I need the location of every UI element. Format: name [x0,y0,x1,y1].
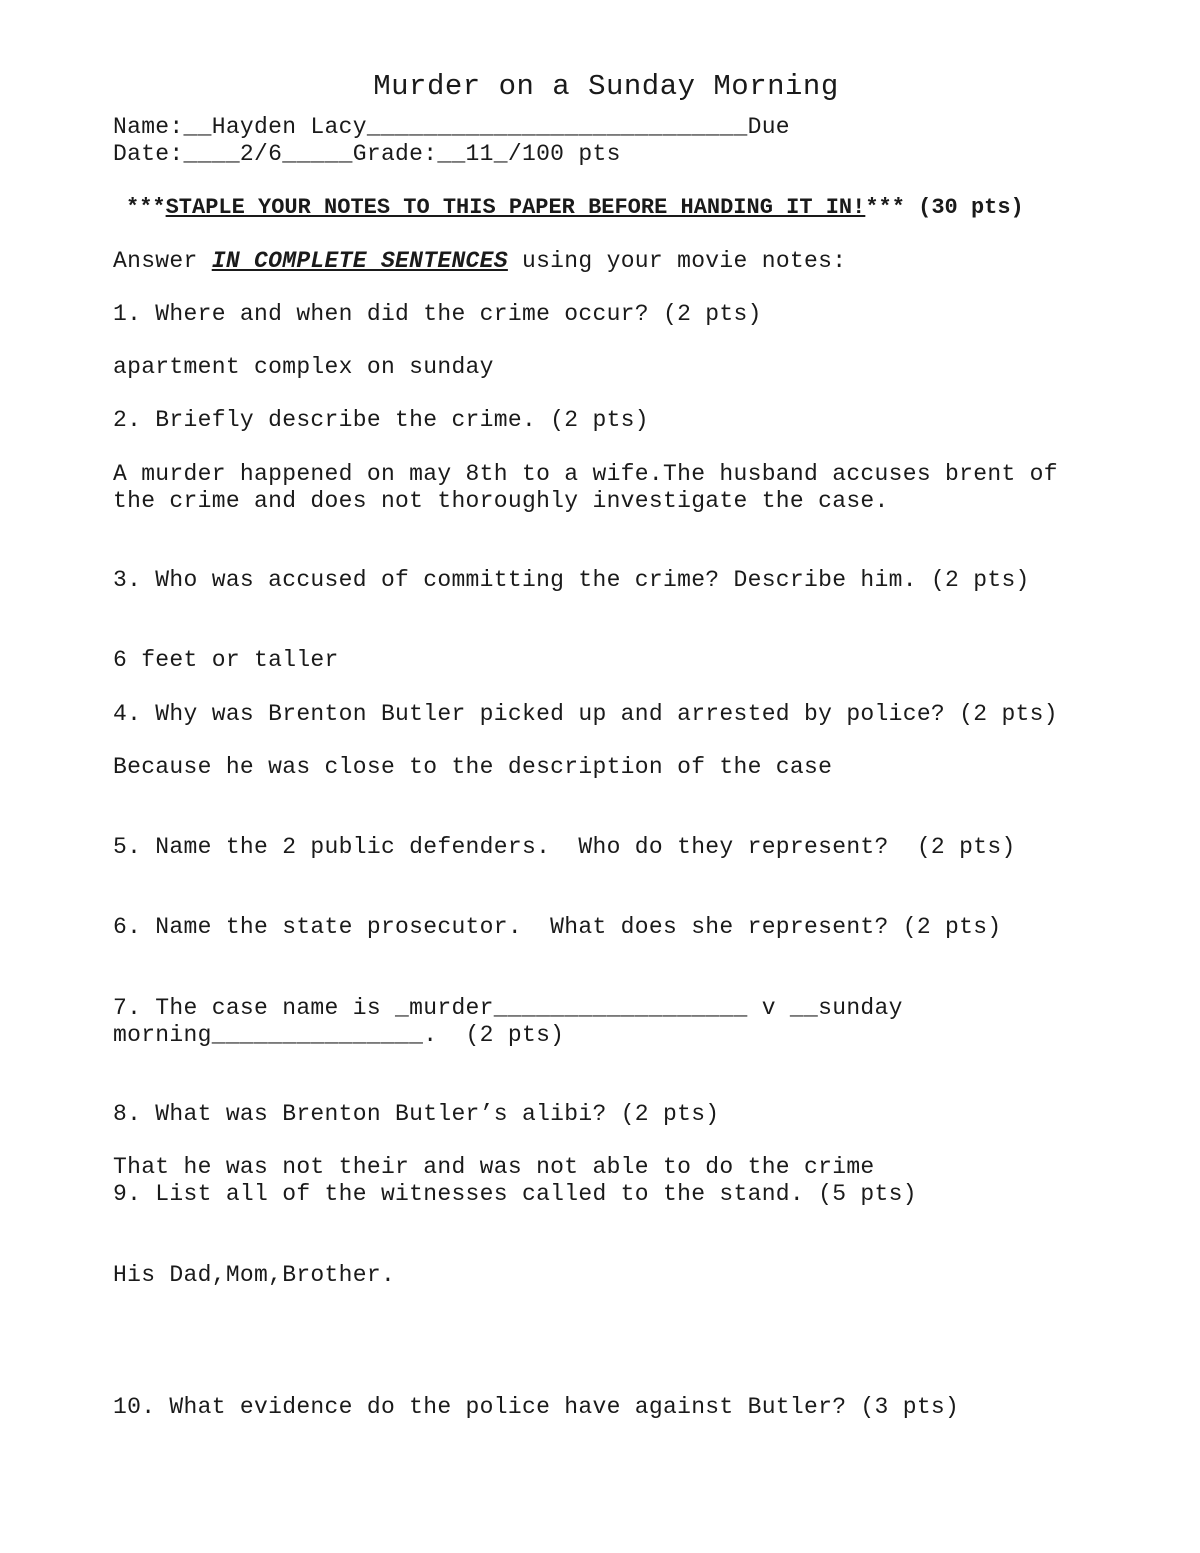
page-title: Murder on a Sunday Morning [373,70,839,103]
instructions-emphasis: IN COMPLETE SENTENCES [211,248,508,274]
question-3: 3. Who was accused of committing the crime? Describe him. (2 pts) [113,567,1030,593]
instructions-before: Answer [113,248,212,274]
staple-text: STAPLE YOUR NOTES TO THIS PAPER BEFORE HANDING IT IN! [165,195,866,220]
name-line: Name:__Hayden Lacy___________________________Due [113,114,790,140]
answer-8: That he was not their and was not able to do the crime [113,1154,875,1180]
answer-2-line-1: A murder happened on may 8th to a wife.The husband accuses brent of [113,461,1058,487]
question-7-line-2: morning_______________. (2 pts) [113,1022,565,1048]
question-7-line-1: 7. The case name is _murder__________________ v __sunday [113,995,903,1021]
question-9: 9. List all of the witnesses called to the stand. (5 pts) [113,1181,917,1207]
question-8: 8. What was Brenton Butler’s alibi? (2 pts) [113,1101,720,1127]
question-10: 10. What evidence do the police have against Butler? (3 pts) [113,1394,960,1420]
staple-prefix: *** [126,195,166,220]
staple-notice [126,194,1024,221]
instructions [113,248,846,275]
question-2: 2. Briefly describe the crime. (2 pts) [113,407,649,433]
answer-1: apartment complex on sunday [113,354,494,380]
answer-4: Because he was close to the description of the case [113,754,833,780]
answer-3: 6 feet or taller [113,647,339,673]
answer-9: His Dad,Mom,Brother. [113,1262,396,1288]
question-5: 5. Name the 2 public defenders. Who do they represent? (2 pts) [113,834,1016,860]
answer-2-line-2: the crime and does not thoroughly investigate the case. [113,488,889,514]
question-4: 4. Why was Brenton Butler picked up and arrested by police? (2 pts) [113,701,1058,727]
date-grade-line: Date:____2/6_____Grade:__11_/100 pts [113,141,621,167]
question-6: 6. Name the state prosecutor. What does she represent? (2 pts) [113,914,1002,940]
question-1: 1. Where and when did the crime occur? (2 pts) [113,301,762,327]
staple-suffix: *** (30 pts) [865,195,1024,220]
instructions-after: using your movie notes: [507,248,847,274]
